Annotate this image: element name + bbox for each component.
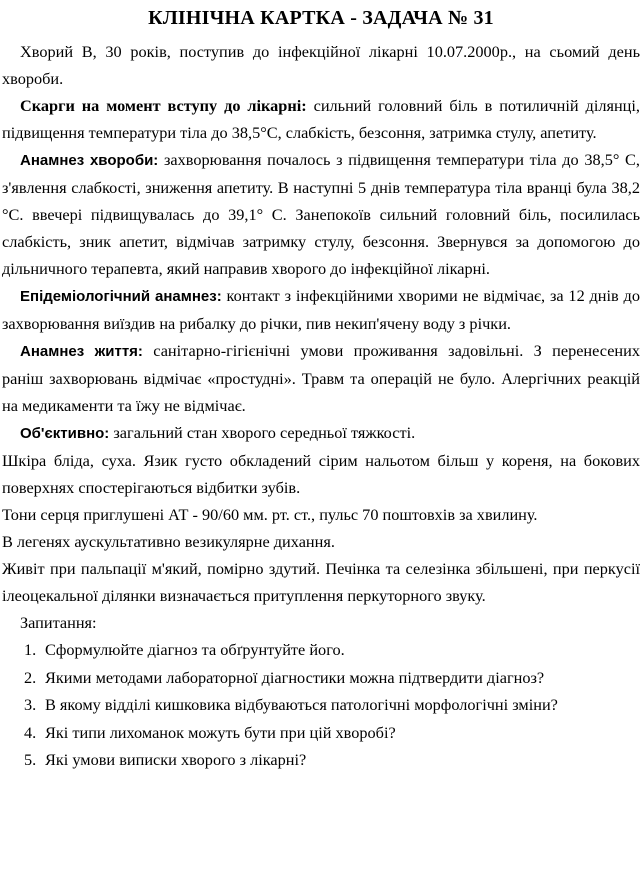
question-text: В якому відділі кишковика відбуваються патологічні морфологічні зміни?: [45, 695, 558, 714]
question-number: 3.: [24, 695, 37, 714]
complaints-paragraph: [2, 92, 640, 146]
question-item: [24, 691, 640, 719]
question-item: [24, 636, 640, 664]
document-title: КЛІНІЧНА КАРТКА - ЗАДАЧА № 31: [148, 7, 494, 29]
anamnesis-vitae-text: санітарно-гігієнічні умови проживання задовільні. З перенесених раніш захворювань відмічає «простудні». Травм та операцій не було. Алергічних реакцій на медикаменти та їжу не відмічає.: [2, 341, 641, 415]
complaints-label: Скарги на момент вступу до лікарні:: [20, 96, 307, 115]
objective-label: Об'єктивно:: [20, 425, 110, 442]
objective-text: загальний стан хворого середньої тяжкості.: [109, 423, 416, 442]
anamnesis-morbi-label: Анамнез хвороби:: [20, 152, 159, 169]
questions-heading: Запитання:: [20, 613, 97, 632]
question-text: Якими методами лабораторної діагностики можна підтвердити діагноз?: [45, 667, 545, 687]
complaints-text: сильний головний біль в потиличній ділянці, підвищення температури тіла до 38,5°С, слабкість, безсоння, затримка стулу, апетиту.: [2, 96, 640, 142]
anamnesis-morbi-text: захворювання почалось з підвищення температури тіла до 38,5° С, з'явлення слабкості, зниження апетиту. В наступні 5 днів температура тіла вранці була 38,2 °С. ввечері підвищувалась до 39,1° С. Занепокоїв сильний головний біль, посилилась слабкість, зник апетит, відмічав затримку стулу, безсоння. Звернувся за допомогою до дільничного терапевта, який направив хворого до інфекційної лікарні.: [2, 150, 640, 278]
question-text: Які умови виписки хворого з лікарні?: [45, 750, 307, 769]
question-number: 4.: [24, 722, 37, 742]
anamnesis-vitae-label: Анамнез життя:: [20, 343, 143, 360]
objective-abdomen-line: Живіт при пальпації м'який, помірно здутий. Печінка та селезінка збільшені, при перкусії ілеоцекальної ділянки визначається притуплення перкуторного звуку.: [2, 559, 640, 605]
question-item: [24, 719, 640, 747]
anamnesis-morbi-paragraph: [2, 146, 640, 282]
question-number: 2.: [24, 667, 37, 687]
intro-paragraph: Хворий В, 30 років, поступив до інфекційної лікарні 10.07.2000р., на сьомий день хвороби.: [2, 42, 640, 88]
anamnesis-vitae-paragraph: [2, 337, 640, 419]
document-page: [0, 6, 644, 890]
question-item: [24, 664, 640, 692]
epid-anamnesis-paragraph: [2, 282, 640, 337]
question-number: 1.: [24, 640, 37, 659]
objective-skin-line: Шкіра бліда, суха. Язик густо обкладений сірим нальотом більш у кореня, на бокових поверхнях спостерігаються відбитки зубів.: [2, 451, 640, 497]
epid-anamnesis-text: контакт з інфекційними хворими не відмічає, за 12 днів до захворювання виїздив на рибалку до річки, пив некип'ячену воду з річки.: [2, 286, 640, 333]
question-text: Сформулюйте діагноз та обґрунтуйте його.: [45, 640, 345, 659]
epid-anamnesis-label: Епідеміологічний анамнез:: [20, 288, 222, 305]
question-text: Які типи лихоманок можуть бути при цій хворобі?: [45, 722, 396, 742]
objective-lungs-line: В легенях аускультативно везикулярне дихання.: [2, 532, 335, 551]
objective-heart-line: Тони серця приглушені АТ - 90/60 мм. рт. ст., пульс 70 поштовхів за хвилину.: [2, 505, 538, 524]
questions-list: [2, 636, 640, 774]
objective-paragraph: [2, 419, 640, 447]
question-item: [24, 746, 640, 774]
question-number: 5.: [24, 750, 37, 769]
